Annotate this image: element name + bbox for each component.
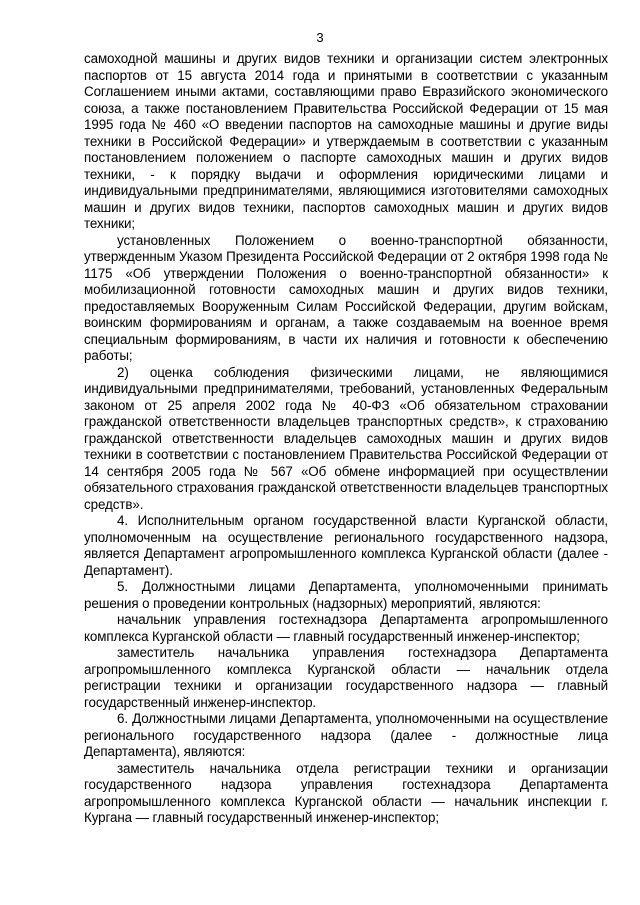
- paragraph: 2) оценка соблюдения физическими лицами, не являющимися индивидуальными предпринимателями, требований, установленных Федеральным законом от 25 апреля 2002 года № 40-ФЗ «Об обязательном страховании гражданской ответственности владельцев транспортных средств», к страхованию гражданской ответственности владельцев самоходных машин и других видов техники в соответствии с постановлением Правительства Российской Федерации от 14 сентября 2005 года № 567 «Об обмене информацией при осуществлении обязательного страхования гражданской ответственности владельцев транспортных средств».: [84, 364, 608, 512]
- paragraph: самоходной машины и других видов техники и организации систем электронных паспортов от 15 августа 2014 года и принятыми в соответствии с указанным Соглашением иными актами, составляющими право Евразийского экономического союза, а также постановлением Правительства Российской Федерации от 15 мая 1995 года № 460 «О введении паспортов на самоходные машины и другие виды техники в Российской Федерации» и утверждаемым в соответствии с указанным постановлением положением о паспорте самоходных машин и других видов техники, - к порядку выдачи и оформления юридическими лицами и индивидуальными предпринимателями, являющимися изготовителями самоходных машин и других видов техники, паспортов самоходных машин и других видов техники;: [84, 51, 608, 231]
- paragraph: 5. Должностными лицами Департамента, уполномоченными принимать решения о проведении контрольных (надзорных) мероприятий, являются:: [84, 579, 608, 611]
- paragraph: начальник управления гостехнадзора Департамента агропромышленного комплекса Курганской области — главный государственный инженер-инспектор;: [84, 612, 608, 644]
- paragraph: 4. Исполнительным органом государственной власти Курганской области, уполномоченным на осуществление регионального государственного надзора, является Департамент агропромышленного комплекса Курганской области (далее - Департамент).: [84, 513, 608, 578]
- paragraph: заместитель начальника отдела регистрации техники и организации государственного надзора управления гостехнадзора Департамента агропромышленного комплекса Курганской области — начальник инспекции г. Кургана — главный государственный инженер-инспектор;: [84, 760, 608, 825]
- document-body: [84, 51, 608, 827]
- paragraph: заместитель начальника управления гостехнадзора Департамента агропромышленного комплекса Курганской области — начальник отдела регистрации техники и организации государственного надзора — главный государственный инженер-инспектор.: [84, 645, 608, 710]
- page-number: 3: [316, 30, 324, 45]
- paragraph: установленных Положением о военно-транспортной обязанности, утвержденным Указом Президента Российской Федерации от 2 октября 1998 года № 1175 «Об утверждении Положения о военно-транспортной обязанности» к мобилизационной готовности самоходных машин и других видов техники, предоставляемых Вооруженным Силам Российской Федерации, другим войскам, воинским формированиям и органам, а также создаваемым на военное время специальным формированиям, в части их наличия и готовности к обеспечению работы;: [84, 232, 608, 363]
- paragraph: 6. Должностными лицами Департамента, уполномоченными на осуществление регионального государственного надзора (далее - должностные лица Департамента), являются:: [84, 711, 608, 759]
